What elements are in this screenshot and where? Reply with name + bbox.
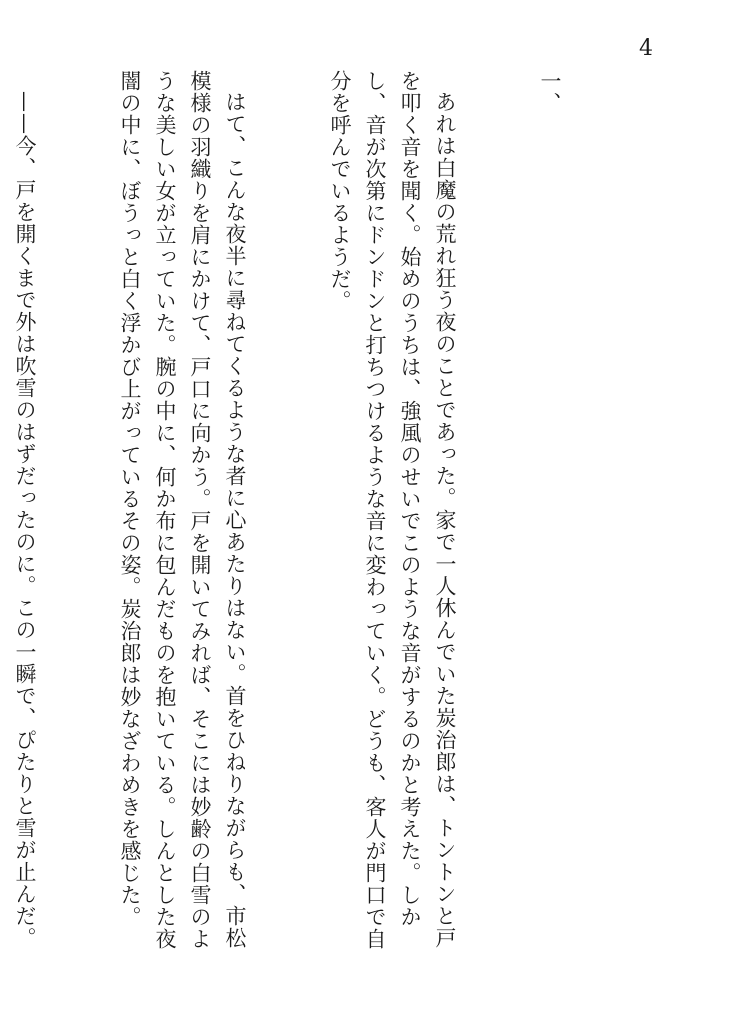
page-number: 4 <box>639 36 653 61</box>
paragraph: あれは白魔の荒れ狂う夜のことであった。家で一人休んでいた炭治郎は、トントンと戸を叩く音を聞く。始めのうちは、強風のせいでこのような音がするのかと考えた。しかし、音が次第にドンドンと打ちつけるような音に変わっていく。どうも、客人が門口で自分を呼んでいるようだ。 <box>328 70 457 950</box>
paragraph: はて、こんな夜半に尋ねてくるような者に心あたりはない。首をひねりながらも、市松模様の羽織りを肩にかけて、戸口に向かう。戸を開いてみれば、そこには妙齢の白雪のような美しい女が立っていた。腕の中に、何か布に包んだものを抱いている。しんとした夜闇の中に、ぼうっと白く浮かび上がっているその姿。炭治郎は妙なざわめきを感じた。 <box>118 70 247 950</box>
paragraph: ——今、戸を開くまで外は吹雪のはずだったのに。この一瞬で、ぴたりと雪が止んだ。 <box>13 91 37 949</box>
body-text <box>13 70 637 965</box>
chapter-mark: 一、 <box>538 70 562 114</box>
